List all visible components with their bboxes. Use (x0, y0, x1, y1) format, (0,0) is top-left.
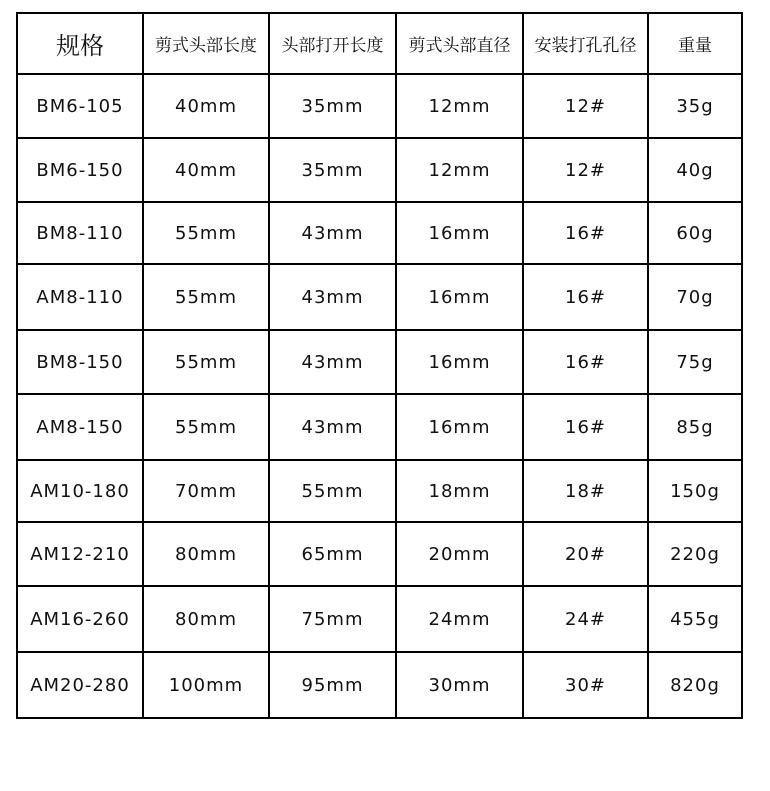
cell-head-length: 55mm (143, 394, 269, 460)
cell-hole-size: 16# (523, 330, 648, 394)
table-row (17, 138, 742, 202)
cell-head-diameter: 16mm (396, 394, 523, 460)
cell-head-length: 55mm (143, 202, 269, 264)
cell-head-diameter: 12mm (396, 138, 523, 202)
cell-open-length: 43mm (269, 394, 396, 460)
spec-table (16, 12, 743, 719)
cell-hole-size: 12# (523, 138, 648, 202)
cell-head-diameter: 12mm (396, 74, 523, 138)
cell-model: AM8-150 (17, 394, 143, 460)
cell-open-length: 35mm (269, 138, 396, 202)
cell-hole-size: 12# (523, 74, 648, 138)
cell-head-length: 70mm (143, 460, 269, 522)
cell-open-length: 35mm (269, 74, 396, 138)
cell-model: BM6-150 (17, 138, 143, 202)
cell-head-diameter: 18mm (396, 460, 523, 522)
cell-head-diameter: 30mm (396, 652, 523, 718)
cell-head-length: 40mm (143, 74, 269, 138)
header-model: 规格 (17, 13, 143, 74)
cell-head-length: 100mm (143, 652, 269, 718)
cell-open-length: 75mm (269, 586, 396, 652)
cell-head-length: 80mm (143, 522, 269, 586)
cell-model: BM6-105 (17, 74, 143, 138)
table-row (17, 460, 742, 522)
cell-open-length: 43mm (269, 264, 396, 330)
cell-model: AM10-180 (17, 460, 143, 522)
cell-head-diameter: 20mm (396, 522, 523, 586)
cell-weight: 150g (648, 460, 742, 522)
cell-head-length: 80mm (143, 586, 269, 652)
header-open-length: 头部打开长度 (269, 13, 396, 74)
cell-model: AM20-280 (17, 652, 143, 718)
cell-head-diameter: 16mm (396, 330, 523, 394)
cell-hole-size: 20# (523, 522, 648, 586)
cell-head-diameter: 24mm (396, 586, 523, 652)
table-row (17, 74, 742, 138)
cell-weight: 455g (648, 586, 742, 652)
cell-model: BM8-110 (17, 202, 143, 264)
cell-weight: 70g (648, 264, 742, 330)
cell-model: AM16-260 (17, 586, 143, 652)
cell-head-length: 40mm (143, 138, 269, 202)
cell-weight: 220g (648, 522, 742, 586)
table-row (17, 522, 742, 586)
cell-model: BM8-150 (17, 330, 143, 394)
header-weight: 重量 (648, 13, 742, 74)
cell-head-diameter: 16mm (396, 202, 523, 264)
cell-hole-size: 16# (523, 394, 648, 460)
table-row (17, 586, 742, 652)
cell-open-length: 65mm (269, 522, 396, 586)
table-row (17, 652, 742, 718)
cell-model: AM8-110 (17, 264, 143, 330)
cell-head-length: 55mm (143, 330, 269, 394)
cell-hole-size: 16# (523, 264, 648, 330)
cell-hole-size: 30# (523, 652, 648, 718)
table-row (17, 394, 742, 460)
header-row (17, 13, 742, 74)
cell-hole-size: 16# (523, 202, 648, 264)
cell-weight: 35g (648, 74, 742, 138)
header-head-length: 剪式头部长度 (143, 13, 269, 74)
header-head-diameter: 剪式头部直径 (396, 13, 523, 74)
cell-weight: 85g (648, 394, 742, 460)
table-row (17, 202, 742, 264)
cell-head-length: 55mm (143, 264, 269, 330)
cell-weight: 75g (648, 330, 742, 394)
cell-weight: 60g (648, 202, 742, 264)
header-hole-size: 安装打孔孔径 (523, 13, 648, 74)
table-row (17, 264, 742, 330)
table-row (17, 330, 742, 394)
cell-hole-size: 24# (523, 586, 648, 652)
cell-head-diameter: 16mm (396, 264, 523, 330)
cell-hole-size: 18# (523, 460, 648, 522)
cell-weight: 40g (648, 138, 742, 202)
cell-open-length: 43mm (269, 202, 396, 264)
cell-model: AM12-210 (17, 522, 143, 586)
cell-open-length: 95mm (269, 652, 396, 718)
cell-open-length: 43mm (269, 330, 396, 394)
cell-weight: 820g (648, 652, 742, 718)
cell-open-length: 55mm (269, 460, 396, 522)
